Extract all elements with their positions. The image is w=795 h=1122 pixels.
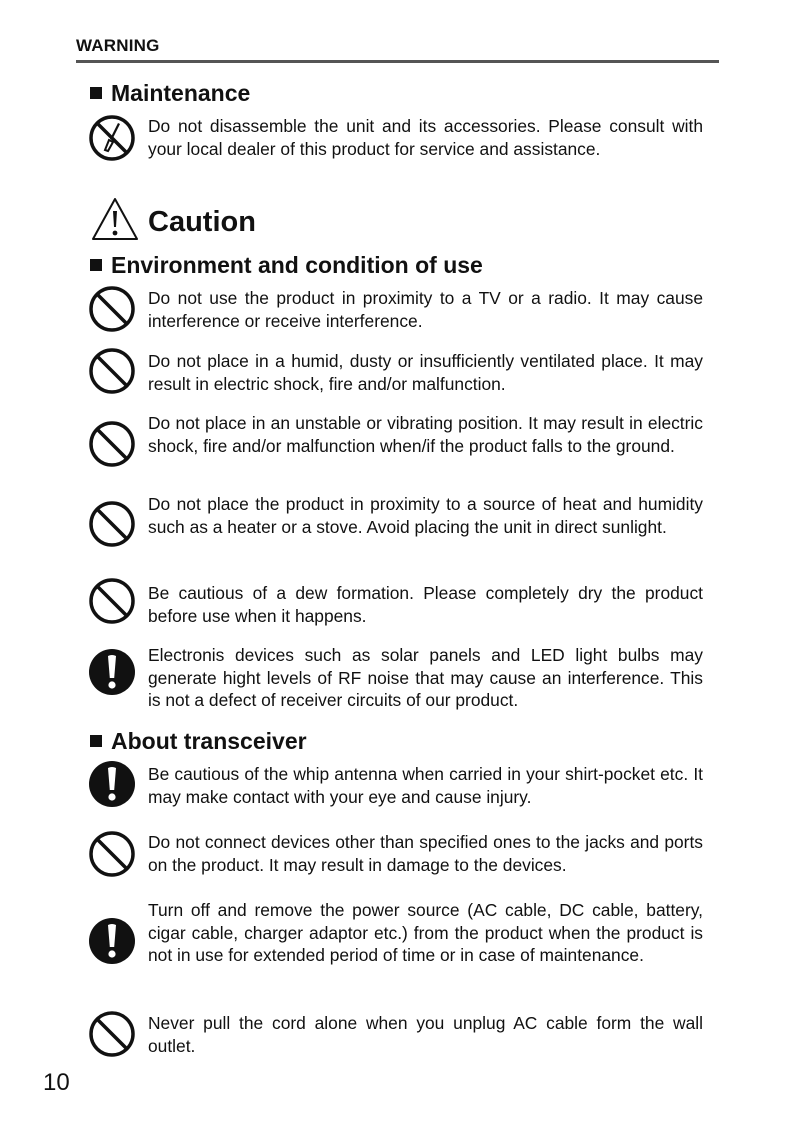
square-bullet-icon xyxy=(90,735,102,747)
environment-item-text: Do not use the product in proximity to a TV or a radio. It may cause interference or receive interference. xyxy=(148,288,703,331)
square-bullet-icon xyxy=(90,87,102,99)
section-title-transceiver xyxy=(90,728,307,755)
transceiver-item-text: Do not connect devices other than specified ones to the jacks and ports on the product. It may result in damage to the devices. xyxy=(148,832,703,875)
page-number: 10 xyxy=(43,1069,70,1096)
mandatory-action-icon xyxy=(88,760,136,808)
mandatory-action-icon xyxy=(88,648,136,696)
prohibition-icon xyxy=(88,420,136,468)
transceiver-item-text: Never pull the cord alone when you unplug AC cable form the wall outlet. xyxy=(148,1013,703,1056)
transceiver-item-text: Turn off and remove the power source (AC cable, DC cable, battery, cigar cable, charger adaptor etc.) from the product when the product is not in use for extended period of time or in case of maintenance. xyxy=(148,900,703,965)
page-header-label: WARNING xyxy=(76,36,160,55)
prohibition-icon xyxy=(88,500,136,548)
header-divider xyxy=(76,60,719,63)
section-title-transceiver-text: About transceiver xyxy=(111,728,307,754)
environment-item-text: Do not place in an unstable or vibrating position. It may result in electric shock, fire and/or malfunction when/if the product falls to the ground. xyxy=(148,413,703,456)
prohibition-icon xyxy=(88,1010,136,1058)
environment-item-text: Electronis devices such as solar panels and LED light bulbs may generate hight levels of RF noise that may cause an interference. This is not a defect of receiver circuits of our product. xyxy=(148,645,703,710)
mandatory-action-icon xyxy=(88,917,136,965)
prohibition-icon xyxy=(88,830,136,878)
prohibition-icon xyxy=(88,285,136,333)
transceiver-item-text: Be cautious of the whip antenna when carried in your shirt-pocket etc. It may make contact with your eye and cause injury. xyxy=(148,764,703,807)
section-title-maintenance-text: Maintenance xyxy=(111,80,251,106)
environment-item-text: Do not place the product in proximity to a source of heat and humidity such as a heater or a stove. Avoid placing the unit in direct sunlight. xyxy=(148,494,703,537)
no-disassembly-icon xyxy=(88,114,136,162)
prohibition-icon xyxy=(88,577,136,625)
section-title-maintenance xyxy=(90,80,250,107)
section-title-environment-text: Environment and condition of use xyxy=(111,252,483,278)
caution-triangle-icon xyxy=(90,196,140,242)
prohibition-icon xyxy=(88,347,136,395)
environment-item-text: Be cautious of a dew formation. Please completely dry the product before use when it happens. xyxy=(148,583,703,626)
square-bullet-icon xyxy=(90,259,102,271)
maintenance-item-text: Do not disassemble the unit and its accessories. Please consult with your local dealer of this product for service and assistance. xyxy=(148,116,703,159)
section-title-environment xyxy=(90,252,483,279)
environment-item-text: Do not place in a humid, dusty or insufficiently ventilated place. It may result in electric shock, fire and/or malfunction. xyxy=(148,351,703,394)
caution-title: Caution xyxy=(148,206,256,238)
